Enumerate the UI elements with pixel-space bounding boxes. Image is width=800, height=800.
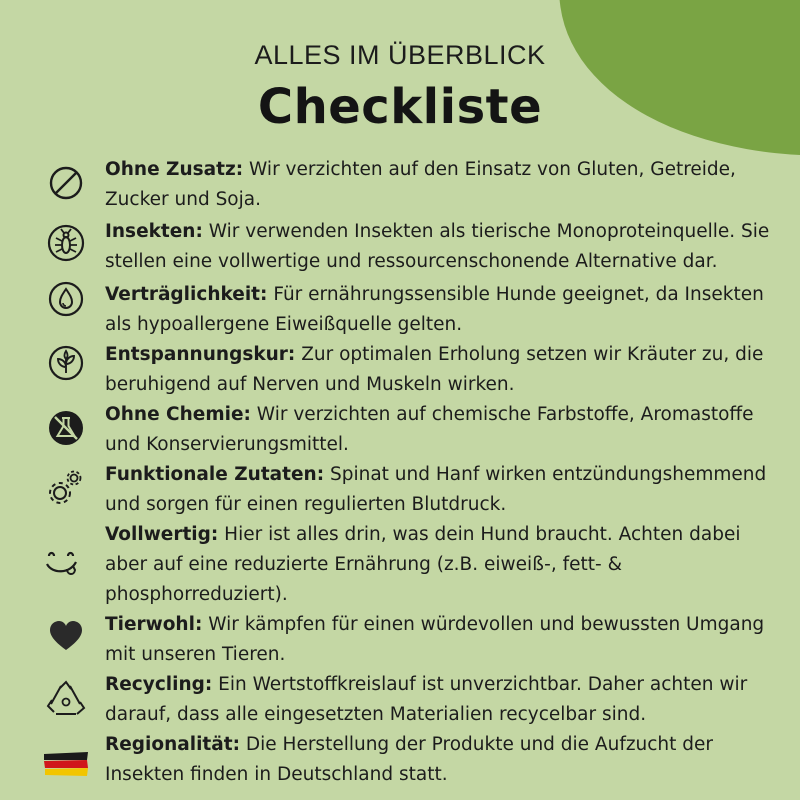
item-label: Regionalität: (105, 734, 240, 755)
page-subtitle: ALLES IM ÜBERBLICK (254, 40, 546, 70)
list-item (105, 460, 785, 520)
item-text: Ein Wertstoffkreislauf ist unverzichtbar. Daher achten wir darauf, dass alle eingesetzten Materialien recycelbar sind. (105, 674, 748, 725)
list-item (105, 730, 785, 790)
item-text: Wir verwenden Insekten als tierische Monoproteinquelle. Sie stellen eine vollwertige und ressourcenschonende Alternative dar. (105, 221, 770, 272)
item-label: Recycling: (105, 674, 213, 695)
item-label: Ohne Chemie: (105, 404, 251, 425)
item-label: Verträglichkeit: (105, 284, 268, 305)
no-chemicals-icon (40, 402, 92, 454)
item-text: Die Herstellung der Produkte und die Aufzucht der Insekten finden in Deutschland statt. (105, 734, 714, 785)
smile-tongue-icon (40, 538, 92, 590)
item-label: Ohne Zusatz: (105, 159, 244, 180)
item-label: Entspannungskur: (105, 344, 296, 365)
list-item (105, 400, 785, 460)
item-label: Insekten: (105, 221, 203, 242)
gears-icon (40, 463, 92, 515)
list-item (105, 280, 785, 340)
item-text: Wir verzichten auf den Einsatz von Gluten, Getreide, Zucker und Soja. (105, 159, 736, 210)
leaf-icon (40, 337, 92, 389)
item-text: Zur optimalen Erholung setzen wir Kräuter zu, die beruhigend auf Nerven und Muskeln wirken. (105, 344, 764, 395)
item-text: Wir verzichten auf chemische Farbstoffe, Aromastoffe und Konservierungsmittel. (105, 404, 754, 455)
list-item (105, 520, 785, 610)
heart-icon (40, 610, 92, 662)
item-label: Vollwertig: (105, 524, 219, 545)
drop-icon (40, 273, 92, 325)
item-label: Tierwohl: (105, 614, 203, 635)
insect-icon (40, 217, 92, 269)
item-text: Für ernährungssensible Hunde geeignet, da Insekten als hypoallergene Eiweißquelle gelten. (105, 284, 764, 335)
prohibited-icon (40, 157, 92, 209)
list-item (105, 670, 785, 730)
list-item (105, 155, 785, 215)
recycling-icon (40, 674, 92, 726)
german-flag-icon (40, 740, 92, 792)
list-item (105, 340, 785, 400)
list-item (105, 217, 785, 277)
item-text: Hier ist alles drin, was dein Hund braucht. Achten dabei aber auf eine reduzierte Ernährung (z.B. eiweiß-, fett- & phosphorreduziert). (105, 524, 741, 605)
list-item (105, 610, 785, 670)
item-label: Funktionale Zutaten: (105, 464, 325, 485)
page-title: Checkliste (257, 79, 543, 135)
item-text: Spinat und Hanf wirken entzündungshemmend und sorgen für einen regulierten Blutdruck. (105, 464, 767, 515)
item-text: Wir kämpfen für einen würdevollen und bewussten Umgang mit unseren Tieren. (105, 614, 765, 665)
